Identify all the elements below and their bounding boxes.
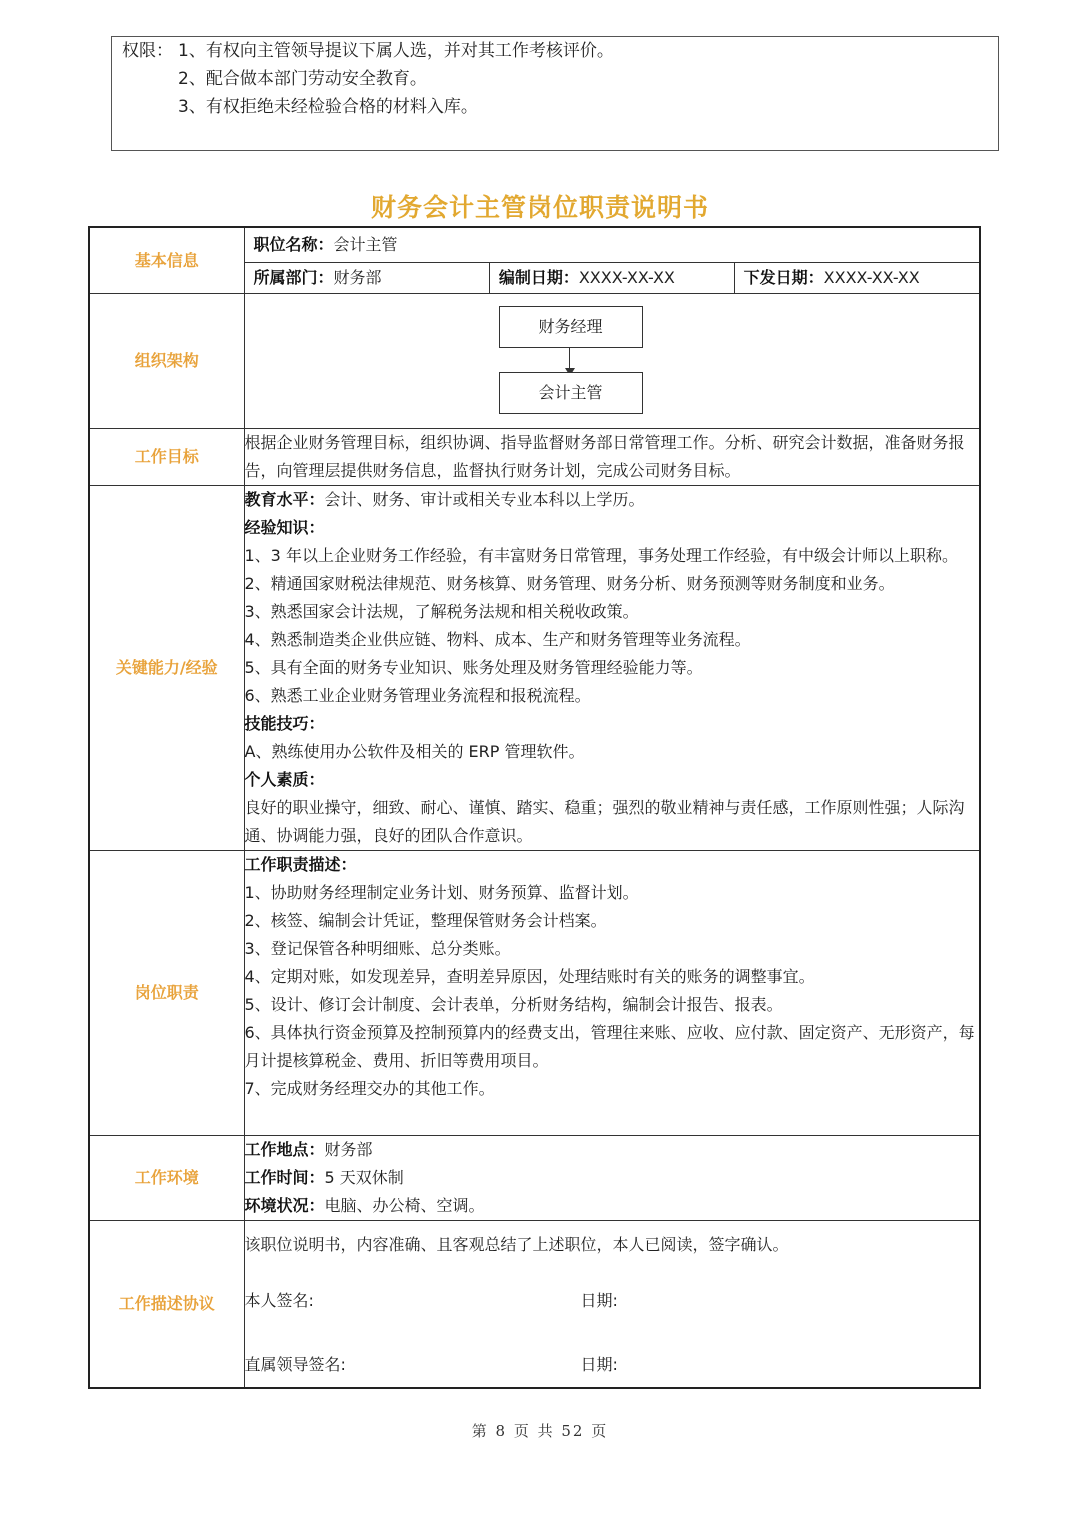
dept-label: 所属部门： <box>253 268 334 287</box>
condition-label: 环境状况： <box>244 1196 325 1215</box>
label-work-environment: 工作环境 <box>89 1136 244 1221</box>
document-title: 财务会计主管岗位职责说明书 <box>370 193 709 222</box>
exp-item: 4、熟悉制造类企业供应链、物料、成本、生产和财务管理等业务流程。 <box>244 630 751 649</box>
edu-label: 教育水平： <box>244 490 325 509</box>
skill-label: 技能技巧： <box>244 714 325 733</box>
org-chart-cell <box>244 294 980 429</box>
duty-item: 3、登记保管各种明细账、总分类账。 <box>244 939 511 958</box>
position-field <box>245 228 980 263</box>
compile-date-label: 编制日期： <box>498 268 579 287</box>
row-basic-info <box>89 227 980 294</box>
time-label: 工作时间： <box>244 1168 325 1187</box>
duty-item: 1、协助财务经理制定业务计划、财务预算、监督计划。 <box>244 883 639 902</box>
compile-date-value: XXXX-XX-XX <box>578 268 675 287</box>
duty-item: 2、核签、编制会计凭证，整理保管财务会计档案。 <box>244 911 607 930</box>
org-node-finance-manager: 财务经理 <box>499 306 643 348</box>
duty-desc-label: 工作职责描述： <box>244 855 357 874</box>
quality-label: 个人素质： <box>244 770 325 789</box>
skill-value: A、熟练使用办公软件及相关的 ERP 管理软件。 <box>244 742 585 761</box>
dept-value: 财务部 <box>333 268 382 287</box>
condition-value: 电脑、办公椅、空调。 <box>324 1196 485 1215</box>
edu-value: 会计、财务、审计或相关专业本科以上学历。 <box>324 490 645 509</box>
quality-value: 良好的职业操守，细致、耐心、谨慎、踏实、稳重；强烈的敬业精神与责任感，工作原则性强；人际沟通、协调能力强，良好的团队合作意识。 <box>244 798 965 845</box>
org-connector-line <box>569 348 570 370</box>
dept-field <box>245 263 490 294</box>
agreement-statement: 该职位说明书，内容准确、且客观总结了上述职位，本人已阅读，签字确认。 <box>244 1235 789 1254</box>
duty-item: 4、定期对账，如发现差异，查明差异原因，处理结账时有关的账务的调整事宜。 <box>244 967 815 986</box>
org-chart <box>245 294 980 428</box>
compile-date-field <box>489 263 734 294</box>
authority-item-1: 1、有权向主管领导提议下属人选，并对其工作考核评价。 <box>178 41 614 61</box>
place-value: 财务部 <box>324 1140 373 1159</box>
row-org-structure <box>89 294 980 429</box>
agreement-cell <box>244 1221 980 1389</box>
duty-item: 6、具体执行资金预算及控制预算内的经费支出，管理往来账、应收、应付款、固定资产、无形资产，每月计提核算税金、费用、折旧等费用项目。 <box>244 1023 975 1070</box>
job-description-table <box>88 226 981 1389</box>
time-value: 5 天双休制 <box>324 1168 404 1187</box>
position-label: 职位名称： <box>253 235 334 254</box>
label-work-goal: 工作目标 <box>89 429 244 486</box>
leader-date-label: 日期: <box>580 1355 618 1374</box>
page-footer: 第 8 页 共 52 页 <box>471 1422 609 1440</box>
label-basic-info: 基本信息 <box>89 227 244 294</box>
exp-label: 经验知识： <box>244 518 325 537</box>
leader-signature-row <box>245 1351 980 1379</box>
place-label: 工作地点： <box>244 1140 325 1159</box>
label-org-structure: 组织架构 <box>89 294 244 429</box>
exp-item: 5、具有全面的财务专业知识、账务处理及财务管理经验能力等。 <box>244 658 703 677</box>
key-ability-cell <box>244 486 980 851</box>
duty-item: 5、设计、修订会计制度、会计表单，分析财务结构，编制会计报告、报表。 <box>244 995 783 1014</box>
org-node-accounting-supervisor: 会计主管 <box>499 372 643 414</box>
leader-signature-label: 直属领导签名: <box>244 1355 346 1374</box>
row-key-ability <box>89 486 980 851</box>
label-key-ability: 关键能力/经验 <box>89 486 244 851</box>
row-work-goal <box>89 429 980 486</box>
authority-label: 权限： <box>122 41 173 61</box>
issue-date-value: XXXX-XX-XX <box>823 268 920 287</box>
exp-item: 1、3 年以上企业财务工作经验，有丰富财务日常管理，事务处理工作经验，有中级会计师以上职称。 <box>244 546 958 565</box>
self-signature-row <box>245 1287 980 1315</box>
basic-info-grid <box>245 228 980 293</box>
row-work-environment <box>89 1136 980 1221</box>
work-environment-cell <box>244 1136 980 1221</box>
self-date-label: 日期: <box>580 1291 618 1310</box>
self-signature-label: 本人签名: <box>244 1291 314 1310</box>
label-duty: 岗位职责 <box>89 851 244 1136</box>
exp-item: 6、熟悉工业企业财务管理业务流程和报税流程。 <box>244 686 591 705</box>
authority-item-3: 3、有权拒绝未经检验合格的材料入库。 <box>178 97 478 117</box>
authority-box <box>111 36 999 151</box>
work-goal-text: 根据企业财务管理目标，组织协调、指导监督财务部日常管理工作。分析、研究会计数据，准备财务报告，向管理层提供财务信息，监督执行财务计划，完成公司财务目标。 <box>244 429 980 486</box>
duty-cell <box>244 851 980 1136</box>
duty-item: 7、完成财务经理交办的其他工作。 <box>244 1079 495 1098</box>
issue-date-field <box>734 263 979 294</box>
exp-item: 3、熟悉国家会计法规，了解税务法规和相关税收政策。 <box>244 602 639 621</box>
basic-info-cell <box>244 227 980 294</box>
exp-item: 2、精通国家财税法律规范、财务核算、财务管理、财务分析、财务预测等财务制度和业务。 <box>244 574 895 593</box>
row-agreement <box>89 1221 980 1389</box>
position-value: 会计主管 <box>333 235 398 254</box>
label-agreement: 工作描述协议 <box>89 1221 244 1389</box>
authority-item-2: 2、配合做本部门劳动安全教育。 <box>178 69 427 89</box>
row-duty <box>89 851 980 1136</box>
issue-date-label: 下发日期： <box>743 268 824 287</box>
